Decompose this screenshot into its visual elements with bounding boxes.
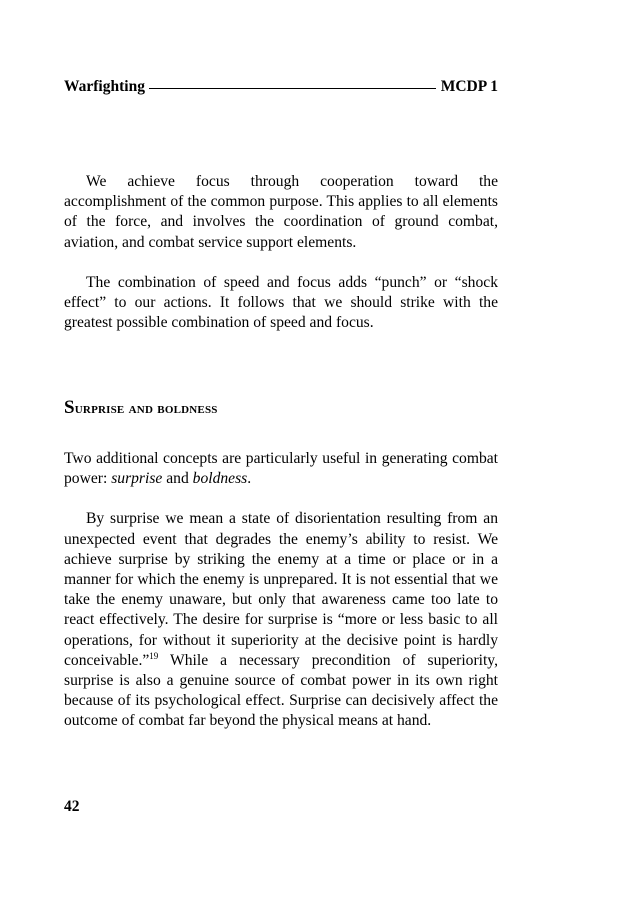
paragraph-surprise-definition xyxy=(64,509,498,731)
header-book-title: Warfighting xyxy=(64,78,145,95)
section-heading-rest: urprise and boldness xyxy=(74,400,218,417)
footnote-reference: 19 xyxy=(149,650,159,661)
term-surprise: surprise xyxy=(111,470,163,488)
surprise-text-part2: While a necessary precondition of superiority, surprise is also a genuine source of combat power in its own right because of its psychological effect. Surprise can decisively affect the outcome of combat far beyond the physical means at hand. xyxy=(64,651,498,730)
term-boldness: boldness xyxy=(192,470,248,488)
surprise-text-part1: By surprise we mean a state of disorientation resulting from an unexpected event that degrades the enemy’s ability to resist. We achieve surprise by striking the enemy at a time or place or in a manner for which the enemy is unprepared. It is not essential that we take the enemy unaware, but only that awareness came too late to react effectively. The desire for surprise is “more or less basic to all operations, for without it superiority at the decisive point is hardly conceivable.” xyxy=(64,510,498,669)
page-number: 42 xyxy=(64,798,80,815)
header-rule xyxy=(149,88,436,89)
paragraph-intro xyxy=(64,449,498,489)
intro-text: Two additional concepts are particularly useful in generating combat power: xyxy=(64,450,498,488)
header-publication-id: MCDP 1 xyxy=(440,78,498,95)
running-header xyxy=(64,76,498,98)
paragraph-speed-focus: The combination of speed and focus adds “punch” or “shock effect” to our actions. It follows that we should strike with the greatest possible combination of speed and focus. xyxy=(64,273,498,332)
intro-end: . xyxy=(247,470,252,488)
section-heading-initial: S xyxy=(64,397,75,418)
intro-connector: and xyxy=(162,470,193,488)
body-text-top xyxy=(64,172,498,333)
paragraph-focus-cooperation: We achieve focus through cooperation toward the accomplishment of the common purpose. This applies to all elements of the force, and involves the coordination of ground combat, aviation, and combat service support elements. xyxy=(64,173,498,251)
section-heading xyxy=(64,397,218,419)
body-text-bottom xyxy=(64,449,498,732)
